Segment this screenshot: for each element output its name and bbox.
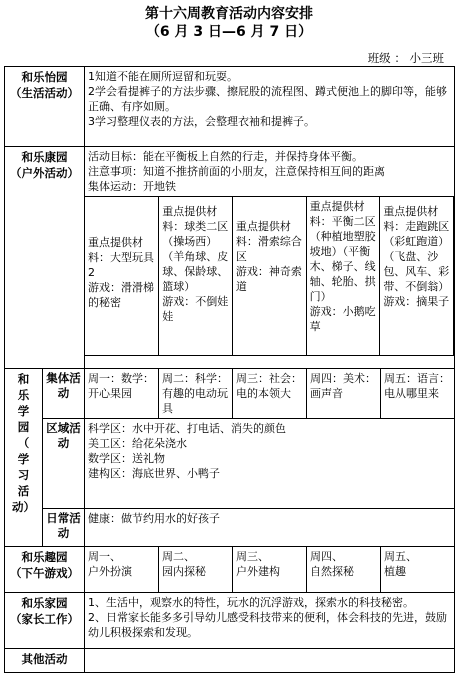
life-content <box>85 67 455 147</box>
fun-act: 园内探秘 <box>162 565 206 578</box>
outdoor-game: 游戏：小鹅吃草 <box>309 305 376 333</box>
family-item: 1、生活中，观察水的特性，玩水的沉浮游戏，探索水的科技秘密。 <box>88 596 414 609</box>
life-item: 3学习整理仪表的方法，会整理衣袖和提裤子。 <box>88 115 315 128</box>
outdoor-content <box>85 147 455 369</box>
group-activity-label: 集体活动 <box>43 369 85 419</box>
fun-act: 自然探秘 <box>310 565 354 578</box>
other-content <box>85 649 455 673</box>
outdoor-game: 游戏：滑滑梯的秘密 <box>88 281 154 309</box>
schedule-table <box>4 66 455 673</box>
area-item: 建构区：海底世界、小鸭子 <box>88 467 220 480</box>
outdoor-goal: 活动目标：能在平衡板上自然的行走，并保持身体平衡。 <box>88 150 363 163</box>
area-item: 数学区：送礼物 <box>88 452 165 465</box>
study-group-row <box>5 369 455 419</box>
life-item: 2学会看提裤子的方法步骤、擦屁股的流程图、蹲式便池上的脚印等，能够正确、有序如厕。 <box>88 85 447 113</box>
outdoor-game: 游戏：神奇索道 <box>235 265 302 293</box>
family-row <box>5 593 455 649</box>
study-name-char: 动） <box>12 500 35 514</box>
daily-activity-label: 日常活动 <box>43 509 85 547</box>
outdoor-material: 重点提供材料：大型玩具2 <box>88 236 154 279</box>
outdoor-area <box>232 197 306 356</box>
fun-section-label <box>5 547 85 593</box>
life-section-label <box>5 67 85 147</box>
study-name-char: 和 <box>17 372 30 386</box>
fun-day: 周二、 <box>162 550 195 563</box>
fun-item <box>85 547 159 593</box>
fun-day: 周三、 <box>236 550 269 563</box>
group-activity-item: 周三：社会：电的本领大 <box>233 369 307 419</box>
family-content <box>85 593 455 649</box>
area-activity-content <box>85 419 455 509</box>
family-name: 和乐家园 <box>21 596 68 610</box>
outdoor-row <box>5 147 455 369</box>
fun-row <box>5 547 455 593</box>
fun-act: 植趣 <box>384 565 406 578</box>
outdoor-material: 重点提供材料：平衡二区（种植地塑胶坡地）（平衡木、梯子、线轴、轮胎、拱门） <box>309 200 376 303</box>
life-row <box>5 67 455 147</box>
outdoor-area <box>85 197 159 356</box>
fun-day: 周五、 <box>384 550 417 563</box>
fun-act: 户外扮演 <box>88 565 132 578</box>
daily-activity-content: 健康：做节约用水的好孩子 <box>85 509 455 547</box>
study-name-char: 园 <box>17 420 30 434</box>
study-name-char: 学 <box>17 404 30 418</box>
fun-item <box>233 547 307 593</box>
outdoor-game: 游戏：摘果子 <box>383 295 450 308</box>
fun-item <box>307 547 381 593</box>
outdoor-material: 重点提供材料：滑索综合区 <box>235 220 302 263</box>
study-name-char: 乐 <box>17 388 30 402</box>
life-name: 和乐怡园 <box>21 70 68 84</box>
group-activity-item: 周二：科学：有趣的电动玩具 <box>159 369 233 419</box>
fun-item <box>381 547 455 593</box>
family-item: 2、日常家长能多多引导幼儿感受科技带来的便利，体会科技的先进，鼓励幼儿积极探索和发现。 <box>88 611 447 639</box>
area-item: 美工区：给花朵浇水 <box>88 437 187 450</box>
family-section-label <box>5 593 85 649</box>
study-name-char: 活 <box>17 484 30 498</box>
outdoor-group: 集体运动：开地铁 <box>88 180 176 193</box>
study-name-char: （ <box>17 436 30 450</box>
other-row <box>5 649 455 673</box>
outdoor-game: 游戏：不倒娃娃 <box>162 295 229 323</box>
area-item: 科学区：水中开花、打电话、消失的颜色 <box>88 422 286 435</box>
group-activity-item: 周四：美术：画声音 <box>307 369 381 419</box>
class-label: 班级 ： 小三班 <box>367 51 444 65</box>
life-item: 1知道不能在厕所逗留和玩耍。 <box>88 70 238 83</box>
fun-act: 户外建构 <box>236 565 280 578</box>
study-area-row <box>5 419 455 509</box>
study-section-label <box>5 369 43 547</box>
outdoor-areas <box>85 196 454 356</box>
outdoor-material: 重点提供材料：走跑跳区（彩虹跑道）（飞盘、沙包、风车、彩带、不倒翁） <box>383 205 450 293</box>
other-section-label: 其他活动 <box>5 649 85 673</box>
fun-day: 周四、 <box>310 550 343 563</box>
area-activity-label: 区域活动 <box>43 419 85 509</box>
fun-sub: （下午游戏） <box>10 566 79 580</box>
fun-day: 周一、 <box>88 550 121 563</box>
page-title: 第十六周教育活动内容安排 <box>145 6 313 22</box>
study-daily-row <box>5 509 455 547</box>
study-name-char: 习 <box>17 468 30 482</box>
outdoor-area <box>159 197 233 356</box>
fun-name: 和乐趣园 <box>21 550 68 564</box>
family-sub: （家长工作） <box>10 612 79 626</box>
outdoor-area <box>306 197 380 356</box>
life-sub: （生活活动） <box>10 86 79 100</box>
outdoor-section-label <box>5 147 85 369</box>
outdoor-material: 重点提供材料：球类二区（操场西）（羊角球、皮球、保龄球、篮球） <box>162 205 229 293</box>
study-name-char: 学 <box>17 452 30 466</box>
group-activity-item: 周五：语言：电从哪里来 <box>381 369 455 419</box>
group-activity-item: 周一：数学：开心果园 <box>85 369 159 419</box>
outdoor-area <box>380 197 454 356</box>
outdoor-sub: （户外活动） <box>10 166 79 180</box>
outdoor-notice: 注意事项：知道不推挤前面的小朋友，注意保持相互间的距离 <box>88 165 385 178</box>
fun-item <box>159 547 233 593</box>
outdoor-name: 和乐康园 <box>21 150 68 164</box>
date-range: （6 月 3 日—6 月 7 日） <box>145 24 313 40</box>
